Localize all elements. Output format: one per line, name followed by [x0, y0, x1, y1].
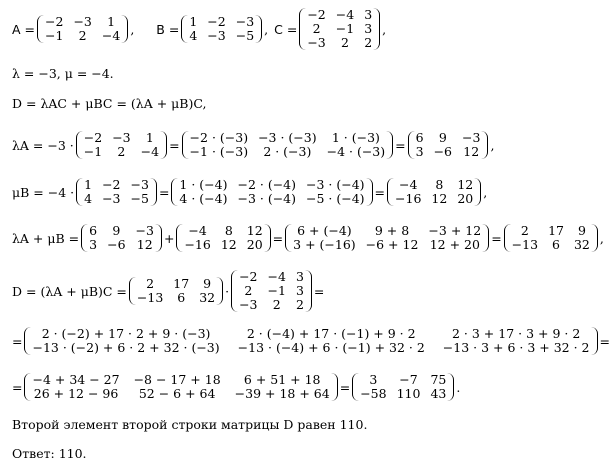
matrix-cell: 2 — [312, 21, 321, 36]
matrix-cell: −3 — [207, 28, 226, 43]
matrix-cell: −3 + 12 — [428, 223, 482, 238]
matrix-grid — [32, 327, 589, 355]
matrix-grid — [189, 15, 254, 43]
matrix-cell: −13 · (−4) + 6 · (−1) + 32 · 2 — [237, 340, 425, 355]
equals-sign: = — [169, 137, 180, 153]
matrix-cell: 9 — [112, 223, 121, 238]
matrix-cell: 75 — [430, 372, 447, 387]
matrix-cell: −2 — [102, 177, 121, 192]
matrix-cell: 2 — [520, 223, 529, 238]
equals-sign: = — [374, 184, 386, 200]
matrices-definition-line — [12, 8, 386, 50]
matrix-grid — [307, 8, 372, 50]
right-parenthesis — [305, 270, 312, 312]
matrix-grid — [416, 131, 481, 159]
matrix-grid — [395, 178, 473, 206]
right-parenthesis — [155, 224, 162, 252]
right-parenthesis — [474, 178, 481, 206]
matrix-cell: −1 — [83, 144, 103, 159]
left-parenthesis — [408, 131, 415, 159]
product-line — [12, 270, 324, 312]
left-parenthesis — [76, 178, 83, 206]
matrix-cell: −4 — [188, 223, 207, 238]
matrix-cell: 32 — [199, 290, 216, 305]
matrix-cell: −1 — [267, 283, 286, 298]
matrix-cell: −2 — [207, 14, 226, 29]
left-parenthesis — [129, 277, 136, 305]
right-parenthesis — [591, 327, 598, 355]
matrix-cell: 110 — [396, 386, 421, 401]
matrix-grid — [190, 131, 386, 159]
matrix-cell: 2 — [364, 35, 373, 50]
left-parenthesis — [171, 178, 178, 206]
matrix-cell: −3 — [73, 14, 92, 29]
matrix-b-copy — [76, 178, 157, 206]
matrix-cell: 17 — [548, 223, 564, 238]
matrix-cell: 2 — [295, 297, 304, 312]
matrix-cell: 3 — [369, 372, 378, 387]
line-end: , — [490, 137, 495, 153]
lambda-a-line — [12, 131, 494, 159]
matrix-cell: −6 — [107, 237, 126, 252]
mu-b-line — [12, 178, 487, 206]
matrix-cell: 3 — [295, 269, 304, 284]
matrix-cell: 32 — [573, 237, 590, 252]
matrix-cell: −3 — [135, 223, 154, 238]
matrix-cell: −3 — [235, 14, 255, 29]
left-parenthesis — [24, 327, 31, 355]
matrix-b — [181, 15, 262, 43]
matrix-cell: 12 — [431, 191, 448, 206]
matrix-cell: 3 — [89, 237, 98, 252]
matrix-a — [37, 15, 128, 43]
matrix-cell: −3 — [112, 130, 131, 145]
matrix-cell: 12 — [220, 237, 237, 252]
matrix-cell: 2 · (−3) — [263, 144, 312, 159]
matrix-grid — [45, 15, 120, 43]
matrix-cell: −4 — [101, 28, 121, 43]
matrix-cell: 2 — [341, 35, 349, 50]
matrix-cell: −58 — [360, 386, 387, 401]
matrix-cell: 3 — [364, 21, 373, 36]
left-parenthesis — [285, 224, 292, 252]
matrix-cell: −2 — [239, 269, 258, 284]
matrix-cell: 3 — [364, 7, 373, 22]
matrix-cell: −2 · (−4) — [237, 177, 297, 192]
line-end: , — [382, 21, 387, 37]
matrix-grid — [137, 277, 215, 305]
sum-matrix — [129, 277, 223, 305]
mu-b-expansion-matrix — [171, 178, 372, 206]
left-parenthesis — [24, 373, 31, 401]
conclusion-text: Второй элемент второй строки матрицы D равен 110. — [12, 417, 368, 432]
matrix-cell: 2 · (−4) + 17 · (−1) + 9 · 2 — [246, 326, 416, 341]
matrix-cell: −8 − 17 + 18 — [133, 372, 221, 387]
matrix-cell: 1 — [145, 130, 154, 145]
matrix-cell: 6 — [552, 237, 560, 252]
matrix-cell: 2 — [272, 297, 281, 312]
sum-lhs: λA + μB = — [12, 230, 80, 246]
matrix-cell: 12 — [136, 237, 153, 252]
matrix-cell: 6 — [177, 290, 186, 305]
d-formula-line — [12, 96, 206, 111]
right-parenthesis — [386, 131, 393, 159]
sum-line — [12, 224, 604, 252]
matrix-cell: 1 — [107, 14, 116, 29]
equals-sign: = — [12, 379, 23, 395]
matrix-c — [299, 8, 380, 50]
separator: , — [264, 21, 269, 37]
matrix-cell: −2 · (−3) — [189, 130, 249, 145]
right-parenthesis — [591, 224, 598, 252]
matrix-cell: −4 + 34 − 27 — [32, 372, 120, 387]
matrix-cell: 12 — [246, 223, 263, 238]
matrix-cell: 8 — [435, 177, 444, 192]
matrix-cell: 43 — [430, 386, 447, 401]
matrix-grid — [239, 270, 304, 312]
matrix-cell: 2 — [244, 283, 253, 298]
right-parenthesis — [373, 8, 380, 50]
right-parenthesis — [366, 178, 373, 206]
sum-result-matrix — [504, 224, 598, 252]
matrix-grid — [32, 373, 329, 401]
matrix-cell: −13 · (−2) + 6 · 2 + 32 · (−3) — [32, 340, 220, 355]
left-parenthesis — [352, 373, 359, 401]
lambda-a-expansion-matrix — [182, 131, 394, 159]
equals-sign: = — [339, 379, 351, 395]
left-parenthesis — [37, 15, 44, 43]
equals-sign: = — [313, 283, 325, 299]
matrix-cell: 2 · (−2) + 17 · 2 + 9 · (−3) — [41, 326, 211, 341]
left-parenthesis — [176, 224, 183, 252]
matrix-cell: −2 — [45, 14, 64, 29]
matrix-cell: 17 — [173, 276, 190, 291]
matrix-cell: 12 + 20 — [429, 237, 480, 252]
product-sum-line — [12, 373, 460, 401]
matrix-grid — [293, 224, 481, 252]
left-parenthesis — [76, 131, 83, 159]
answer-text: Ответ: 110. — [12, 446, 87, 461]
matrix-cell: 9 — [577, 223, 586, 238]
answer-line — [12, 446, 87, 461]
equals-sign: = — [491, 230, 502, 246]
matrix-cell: −6 + 12 — [365, 237, 419, 252]
right-parenthesis — [255, 15, 262, 43]
product-sum-matrix — [24, 373, 337, 401]
line-end: , — [483, 184, 488, 200]
matrix-cell: 2 — [117, 144, 126, 159]
mu-b-lhs: μB = −4 · — [12, 184, 75, 200]
matrix-cell: 2 — [146, 276, 155, 291]
conclusion-line — [12, 417, 367, 432]
matrix-cell: −7 — [399, 372, 418, 387]
equals-sign: = — [158, 184, 170, 200]
right-parenthesis — [121, 15, 128, 43]
matrix-cell: 1 — [189, 14, 198, 29]
matrix-cell: 4 — [189, 28, 198, 43]
right-parenthesis — [160, 131, 167, 159]
matrix-cell: 9 — [438, 130, 447, 145]
matrix-cell: 1 · (−4) — [179, 177, 228, 192]
right-parenthesis — [216, 277, 223, 305]
matrix-cell: −13 · 3 + 6 · 3 + 32 · 2 — [442, 340, 590, 355]
equals-sign: = — [395, 137, 406, 153]
right-parenthesis — [264, 224, 271, 252]
matrix-cell: 52 − 6 + 64 — [138, 386, 216, 401]
matrix-cell: −16 — [395, 191, 422, 206]
matrix-cell: 2 — [78, 28, 87, 43]
matrix-a-label: A = — [12, 21, 35, 37]
left-parenthesis — [181, 15, 188, 43]
plus-sign: + — [163, 230, 175, 246]
matrix-cell: −16 — [184, 237, 211, 252]
separator: , — [130, 21, 135, 37]
matrix-cell: 9 + 8 — [374, 223, 410, 238]
matrix-cell: −3 — [130, 177, 149, 192]
matrix-cell: −1 · (−3) — [189, 144, 249, 159]
matrix-cell: −4 — [399, 177, 418, 192]
matrix-grid — [512, 224, 590, 252]
matrix-cell: −39 + 18 + 64 — [234, 386, 330, 401]
d-formula-text: D = λAC + μBC = (λA + μB)C, — [12, 96, 207, 111]
matrix-cell: 6 + 51 + 18 — [243, 372, 321, 387]
matrix-grid — [184, 224, 262, 252]
matrix-cell: −6 — [433, 144, 453, 159]
lambda-mu-line — [12, 66, 114, 81]
matrix-cell: −4 · (−3) — [326, 144, 386, 159]
matrix-cell: −5 · (−4) — [306, 191, 365, 206]
matrix-cell: −3 — [307, 35, 326, 50]
matrix-c-copy — [231, 270, 312, 312]
matrix-cell: −3 — [239, 297, 258, 312]
mu-b-result-matrix — [387, 178, 481, 206]
lambda-a-lhs: λA = −3 · — [12, 137, 74, 153]
matrix-d-result — [352, 373, 454, 401]
equals-sign: = — [12, 333, 23, 349]
matrix-cell: −5 — [130, 191, 149, 206]
lambda-mu-text: λ = −3, μ = −4. — [12, 66, 114, 81]
matrix-cell: 12 — [457, 177, 474, 192]
matrix-grid — [179, 178, 364, 206]
matrix-cell: −1 — [45, 28, 64, 43]
matrix-cell: 4 · (−4) — [179, 191, 228, 206]
equals-sign: = — [272, 230, 284, 246]
matrix-cell: 20 — [246, 237, 263, 252]
line-end: , — [599, 230, 604, 246]
matrix-cell: 6 + (−4) — [297, 223, 352, 238]
matrix-b-label: B = — [156, 21, 180, 37]
matrix-cell: 26 + 12 − 96 — [33, 386, 119, 401]
matrix-a-copy — [76, 131, 167, 159]
dot-operator: · — [225, 283, 230, 299]
right-parenthesis — [481, 131, 488, 159]
left-parenthesis — [182, 131, 189, 159]
matrix-cell: −4 — [335, 7, 355, 22]
matrix-cell: 3 + (−16) — [293, 237, 356, 252]
matrix-grid — [84, 131, 159, 159]
matrix-c-label: C = — [274, 21, 298, 37]
left-parenthesis — [81, 224, 88, 252]
matrix-cell: 8 — [224, 223, 233, 238]
matrix-grid — [360, 373, 446, 401]
matrix-cell: −2 — [83, 130, 103, 145]
matrix-cell: 20 — [457, 191, 474, 206]
matrix-cell: −3 — [102, 191, 121, 206]
right-parenthesis — [482, 224, 489, 252]
matrix-cell: 6 — [415, 130, 424, 145]
right-parenthesis — [150, 178, 157, 206]
lambda-a-result-matrix — [408, 131, 489, 159]
line-end: . — [456, 379, 461, 395]
matrix-cell: −4 — [140, 144, 160, 159]
sum-expansion-matrix — [285, 224, 489, 252]
matrix-cell: −3 — [462, 130, 481, 145]
left-parenthesis — [299, 8, 306, 50]
left-parenthesis — [387, 178, 394, 206]
matrix-cell: 9 — [203, 276, 212, 291]
left-parenthesis — [504, 224, 511, 252]
matrix-cell: 6 — [89, 223, 98, 238]
equals-sign: = — [599, 333, 610, 349]
matrix-cell: −3 · (−4) — [306, 177, 365, 192]
right-parenthesis — [447, 373, 454, 401]
mu-b-matrix — [176, 224, 270, 252]
matrix-cell: −5 — [235, 28, 255, 43]
matrix-grid — [89, 224, 154, 252]
matrix-cell: −2 — [307, 7, 326, 22]
matrix-grid — [84, 178, 149, 206]
matrix-cell: 2 · 3 + 17 · 3 + 9 · 2 — [452, 326, 581, 341]
matrix-cell: 4 — [84, 191, 93, 206]
matrix-cell: −13 — [136, 290, 164, 305]
matrix-cell: 12 — [463, 144, 480, 159]
matrix-cell: −13 — [511, 237, 539, 252]
matrix-cell: 1 · (−3) — [331, 130, 380, 145]
product-lhs: D = (λA + μB)C = — [12, 283, 127, 299]
product-expansion-line — [12, 327, 610, 355]
matrix-cell: 3 — [295, 283, 304, 298]
lambda-a-matrix — [81, 224, 162, 252]
matrix-cell: −3 · (−4) — [237, 191, 297, 206]
matrix-cell: −4 — [267, 269, 286, 284]
matrix-cell: −1 — [335, 21, 355, 36]
matrix-cell: 1 — [84, 177, 93, 192]
matrix-cell: −3 · (−3) — [258, 130, 317, 145]
left-parenthesis — [231, 270, 238, 312]
matrix-cell: 3 — [415, 144, 424, 159]
right-parenthesis — [331, 373, 338, 401]
product-expansion-matrix — [24, 327, 597, 355]
